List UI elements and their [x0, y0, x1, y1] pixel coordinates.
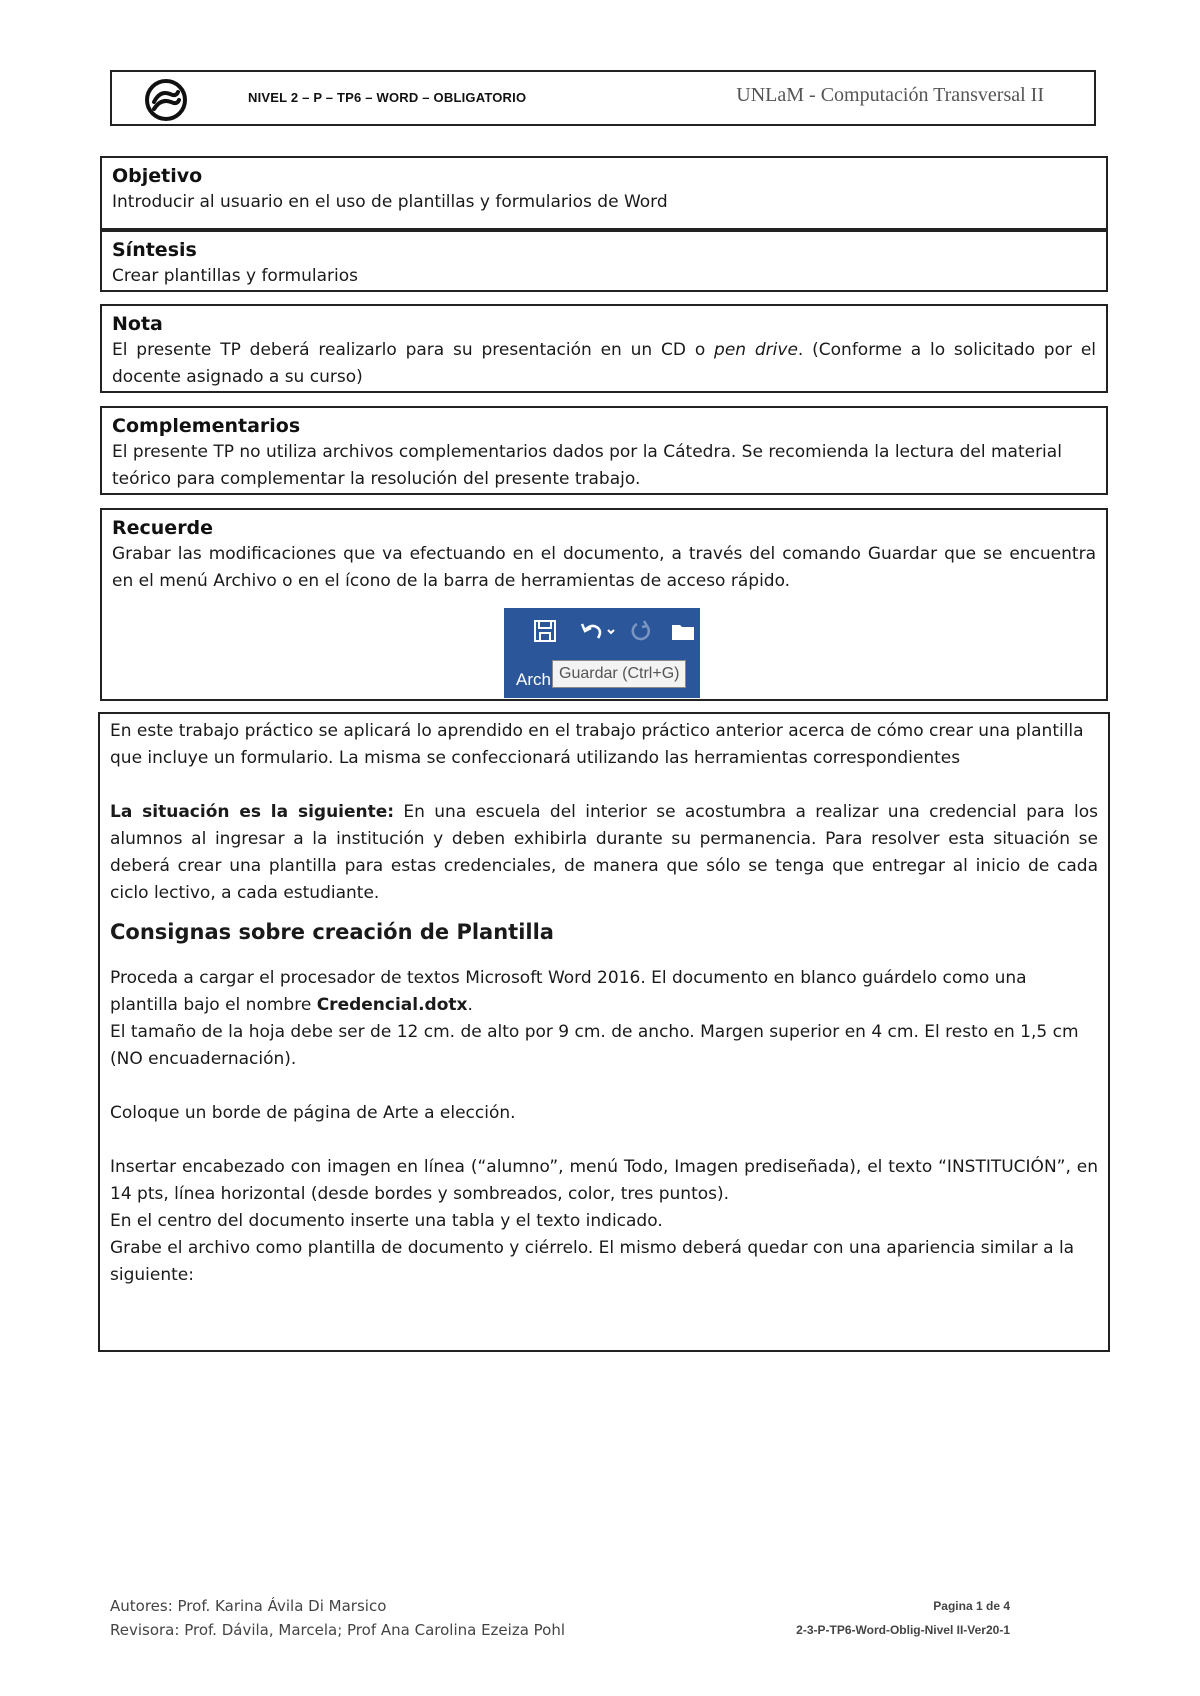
course-level-label: NIVEL 2 – P – TP6 – WORD – OBLIGATORIO [248, 90, 527, 105]
save-tooltip: Guardar (Ctrl+G) [552, 660, 686, 688]
footer-page-number: Pagina 1 de 4 [933, 1599, 1010, 1613]
sintesis-title: Síntesis [112, 239, 197, 261]
recuerde-text: Grabar las modificaciones que va efectuando en el documento, a través del comando Guardar que se encuentra en el menú Archivo o en el ícono de la barra de herramientas de acceso rápido. [112, 544, 1096, 591]
nota-text-part-2: . (Conforme a lo solicitado por el docente asignado a su curso) [112, 340, 1096, 387]
footer-reviewer: Revisora: Prof. Dávila, Marcela; Prof Ana Carolina Ezeiza Pohl [110, 1621, 566, 1639]
nota-text [112, 337, 1096, 391]
nota-section [100, 304, 1108, 393]
consigna-paragraph-4: Insertar encabezado con imagen en línea (“alumno”, menú Todo, Imagen prediseñada), el texto “INSTITUCIÓN”, en 14 pts, línea horizontal (desde bordes y sombreados, color, tres puntos). [110, 1157, 1098, 1204]
objetivo-text: Introducir al usuario en el uso de plantillas y formularios de Word [112, 192, 668, 212]
consigna-paragraph-2: El tamaño de la hoja debe ser de 12 cm. de alto por 9 cm. de ancho. Margen superior en 4 cm. El resto en 1,5 cm (NO encuadernación). [110, 1022, 1079, 1069]
consigna-paragraph-1 [110, 965, 1098, 1019]
sintesis-text: Crear plantillas y formularios [112, 266, 358, 286]
complementarios-section [100, 406, 1108, 495]
unlam-logo-icon [144, 78, 188, 122]
save-icon[interactable] [532, 618, 558, 644]
page-footer [110, 1594, 1010, 1642]
objetivo-section [100, 156, 1108, 230]
folder-icon[interactable] [670, 618, 696, 644]
undo-icon[interactable] [578, 618, 618, 644]
complementarios-title: Complementarios [112, 415, 301, 437]
consigna-1-end: . [467, 995, 473, 1015]
objetivo-title: Objetivo [112, 165, 203, 187]
main-content [98, 712, 1110, 1352]
complementarios-text: El presente TP no utiliza archivos complementarios dados por la Cátedra. Se recomienda la lectura del material teórico para complementar la resolución del presente trabajo. [112, 442, 1062, 489]
brand-title: UNLaM - Computación Transversal II [736, 84, 1044, 106]
situacion-label: La situación es la siguiente: [110, 802, 395, 822]
consigna-1-text: Proceda a cargar el procesador de textos Microsoft Word 2016. El documento en blanco guárdelo como una plantilla bajo el nombre [110, 968, 1027, 1015]
redo-icon[interactable] [628, 618, 654, 644]
nota-title: Nota [112, 313, 163, 335]
consigna-paragraph-3: Coloque un borde de página de Arte a elección. [110, 1103, 516, 1123]
consigna-paragraph-6: Grabe el archivo como plantilla de documento y ciérrelo. El mismo deberá quedar con una apariencia similar a la siguiente: [110, 1238, 1075, 1285]
footer-document-code: 2-3-P-TP6-Word-Oblig-Nivel II-Ver20-1 [796, 1623, 1010, 1637]
quick-access-toolbar-image [504, 608, 700, 698]
archivo-tab-partial[interactable]: Arch [516, 670, 551, 689]
recuerde-title: Recuerde [112, 517, 214, 539]
intro-paragraph: En este trabajo práctico se aplicará lo aprendido en el trabajo práctico anterior acerca de cómo crear una plantilla que incluye un formulario. La misma se confeccionará utilizando las herramientas correspondientes [110, 721, 1084, 768]
nota-text-italic: pen drive [714, 340, 798, 360]
page-header [110, 70, 1096, 126]
sintesis-section [100, 230, 1108, 292]
situacion-paragraph [110, 799, 1098, 907]
consignas-heading: Consignas sobre creación de Plantilla [110, 920, 554, 944]
situacion-text: En una escuela del interior se acostumbra a realizar una credencial para los alumnos al ingresar a la institución y deben exhibirla durante su permanencia. Para resolver esta situación se deberá crear una plantilla para estas credenciales, de manera que sólo se tenga que entregar al inicio de cada ciclo lectivo, a cada estudiante. [110, 802, 1099, 903]
filename-bold: Credencial.dotx [316, 995, 468, 1015]
footer-authors: Autores: Prof. Karina Ávila Di Marsico [110, 1597, 387, 1615]
consigna-paragraph-5: En el centro del documento inserte una tabla y el texto indicado. [110, 1211, 663, 1231]
nota-text-part-1: El presente TP deberá realizarlo para su presentación en un CD o [112, 340, 715, 360]
